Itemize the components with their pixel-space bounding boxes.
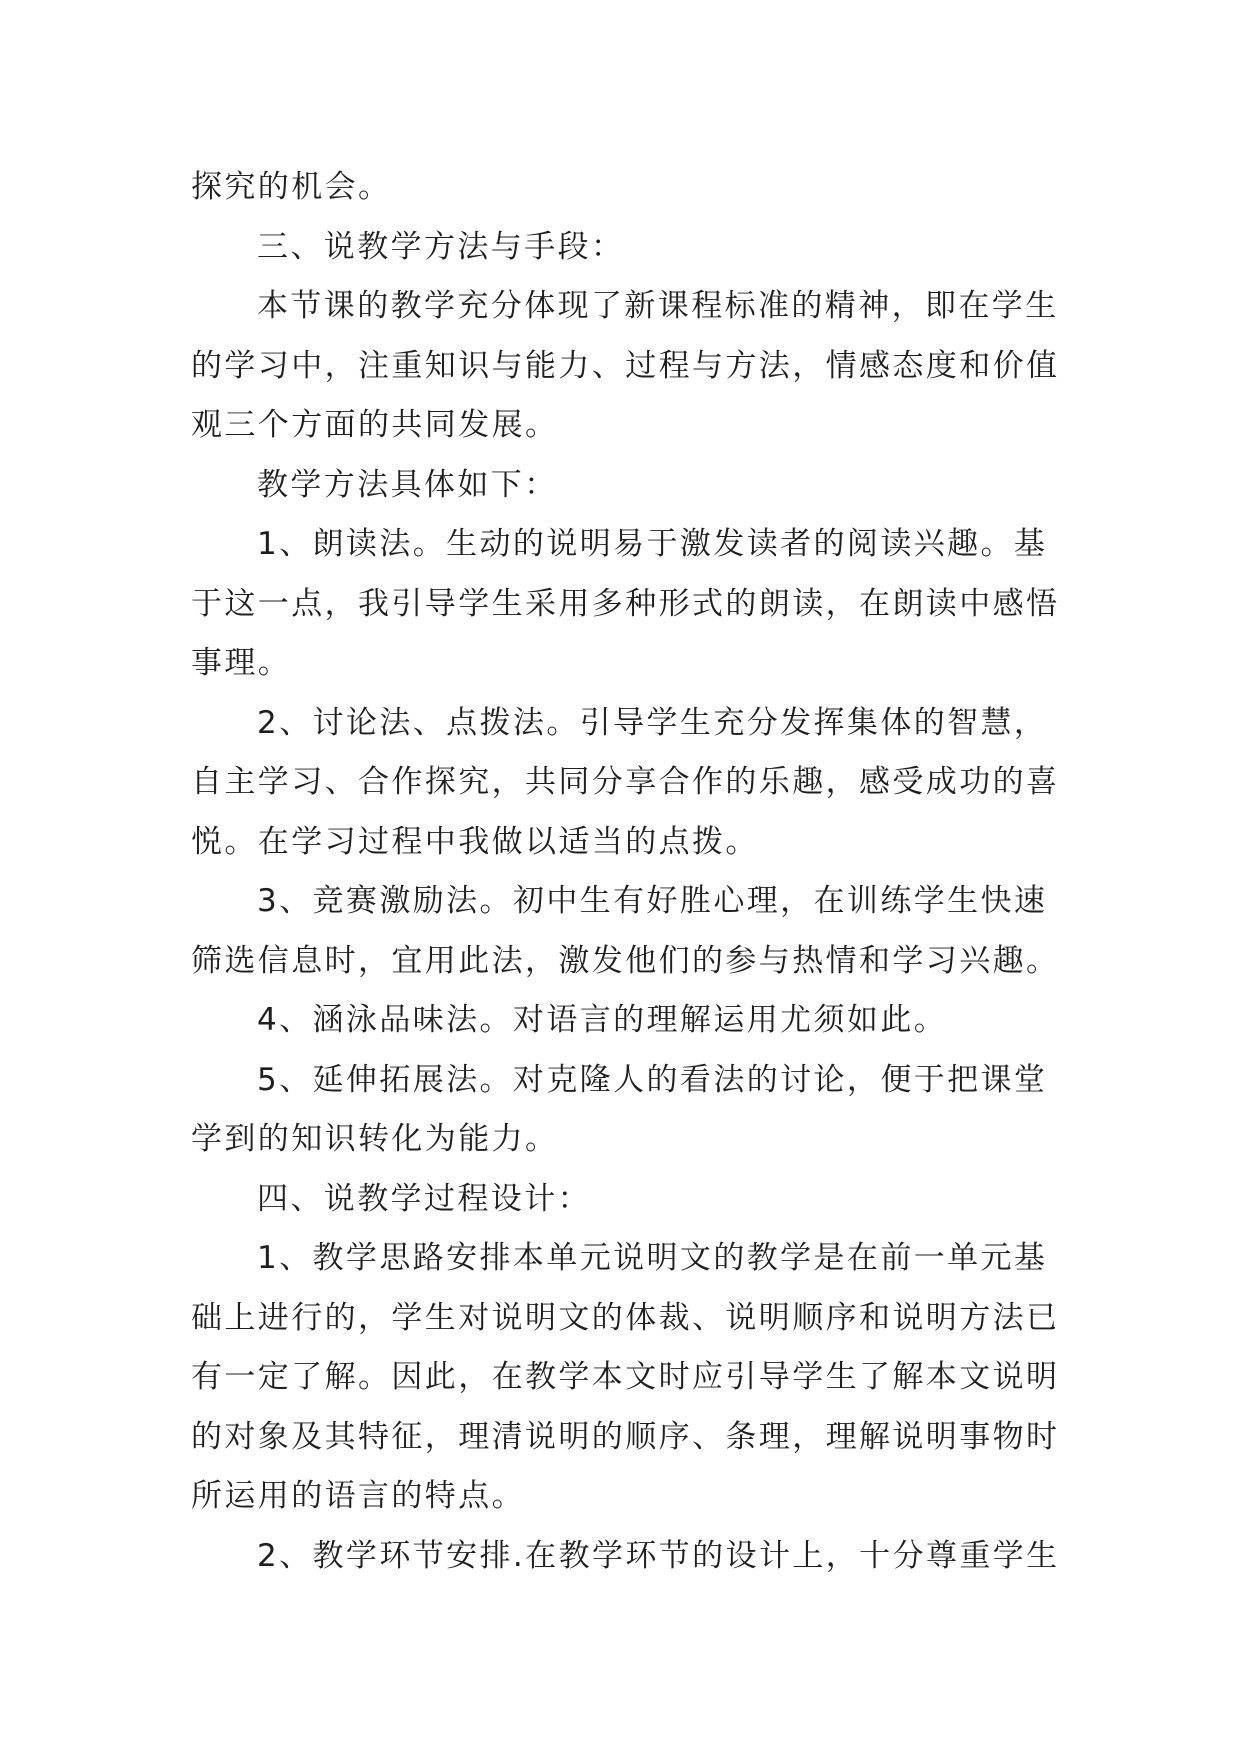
list-item-discussion-method: 2、讨论法、点拨法。引导学生充分发挥集体的智慧，自主学习、合作探究，共同分享合作的乐趣，感受成功的喜悦。在学习过程中我做以适当的点拨。 [191, 704, 1060, 860]
list-item-teaching-ideas: 1、教学思路安排本单元说明文的教学是在前一单元基础上进行的，学生对说明文的体裁、说明顺序和说明方法已有一定了解。因此，在教学本文时应引导学生了解本文说明的对象及其特征，理清说明的顺序、条理，理解说明事物时所运用的语言的特点。 [191, 1240, 1060, 1514]
paragraph-curriculum-spirit: 本节课的教学充分体现了新课程标准的精神，即在学生的学习中，注重知识与能力、过程与方法，情感态度和价值观三个方面的共同发展。 [191, 288, 1060, 443]
list-item-reading-method: 1、朗读法。生动的说明易于激发读者的阅读兴趣。基于这一点，我引导学生采用多种形式的朗读，在朗读中感悟事理。 [191, 526, 1060, 681]
list-item-teaching-steps: 2、教学环节安排.在教学环节的设计上，十分尊重学生 [257, 1537, 1060, 1574]
list-item-savoring-method: 4、涵泳品味法。对语言的理解运用尤须如此。 [257, 1002, 948, 1038]
paragraph-methods-intro: 教学方法具体如下： [257, 466, 558, 503]
document-body [191, 158, 1071, 1586]
paragraph-continuation: 探究的机会。 [191, 169, 392, 205]
list-item-competition-method: 3、竞赛激励法。初中生有好胜心理，在训练学生快速筛选信息时，宜用此法，激发他们的参与热情和学习兴趣。 [191, 883, 1060, 979]
section-heading-teaching-methods: 三、说教学方法与手段： [257, 228, 625, 265]
section-heading-process-design: 四、说教学过程设计： [257, 1180, 591, 1217]
list-item-extension-method: 5、延伸拓展法。对克隆人的看法的讨论，便于把课堂学到的知识转化为能力。 [191, 1061, 1048, 1157]
